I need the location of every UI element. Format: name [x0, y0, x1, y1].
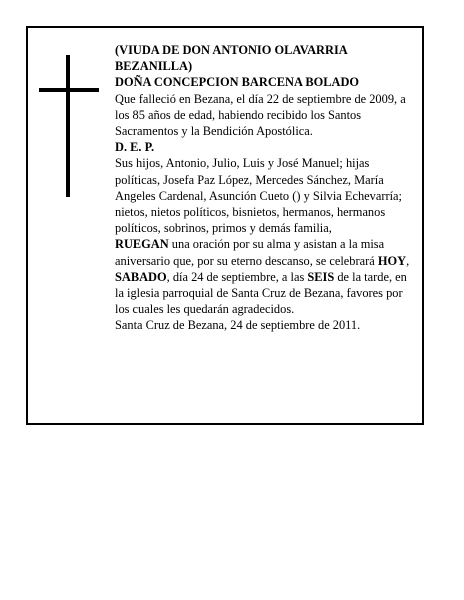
- closing-line: Santa Cruz de Bezana, 24 de septiembre de 2011.: [115, 318, 361, 333]
- cross-horizontal-bar: [39, 88, 99, 92]
- death-info: Que falleció en Bezana, el día 22 de septiembre de 2009, a los 85 años de edad, habiendo recibido los Santos Sacramentos y la Bendición Apostólica.: [115, 91, 406, 139]
- notice-body: [115, 42, 415, 334]
- mass-request: [115, 236, 415, 317]
- widow-line: (VIUDA DE DON ANTONIO OLAVARRIA BEZANILLA): [115, 43, 348, 74]
- seis-word: SEIS: [307, 269, 335, 284]
- request-comma: ,: [406, 253, 410, 268]
- cross-icon: [39, 55, 99, 197]
- dep-line: D. E. P.: [115, 140, 155, 155]
- obituary-notice: [26, 26, 424, 425]
- ruegan-word: RUEGAN: [115, 237, 169, 252]
- cross-vertical-bar: [66, 55, 70, 197]
- family-list: Sus hijos, Antonio, Julio, Luis y José Manuel; hijas políticas, Josefa Paz López, Mercedes Sánchez, María Angeles Cardenal, Asunción Cueto () y Silvia Echevarría; nietos, nietos políticos, bisnietos, hermanos, hermanos políticos, sobrinos, primos y demás familia,: [115, 156, 402, 236]
- hoy-word: HOY: [377, 253, 407, 268]
- sabado-word: SABADO: [115, 269, 167, 284]
- deceased-name: DOÑA CONCEPCION BARCENA BOLADO: [115, 75, 360, 90]
- request-text-2: , día 24 de septiembre, a las: [166, 269, 308, 284]
- request-text-3: de la tarde, en la iglesia parroquial de Santa Cruz de Bezana, favores por los cuales les quedarán agradecidos.: [115, 269, 407, 317]
- request-text-1: una oración por su alma y asistan a la misa aniversario que, por su eterno descanso, se celebrará: [115, 237, 385, 268]
